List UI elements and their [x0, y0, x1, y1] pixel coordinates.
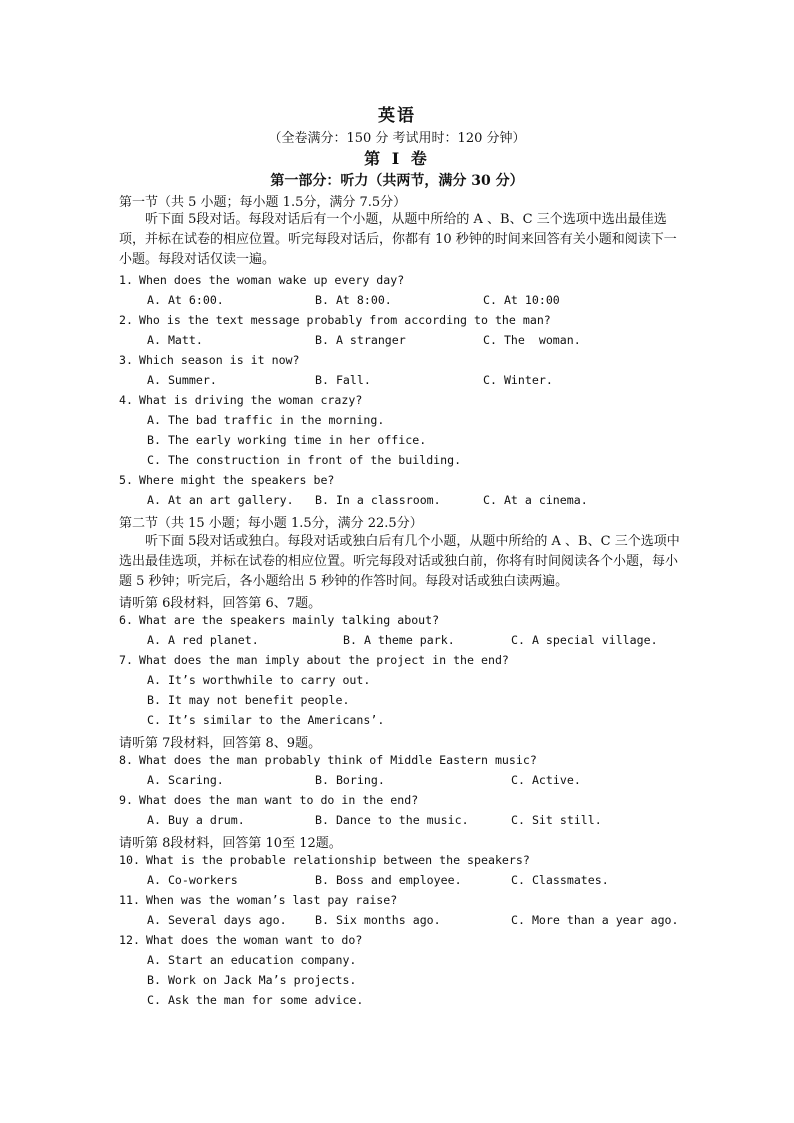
question-number: 3. [119, 353, 133, 367]
exam-subtitle: （全卷满分：150 分 考试用时：120 分钟） [268, 131, 526, 146]
option-7a: A. It’s worthwhile to carry out. [147, 673, 371, 687]
question-number: 5. [119, 473, 133, 487]
question-number: 2. [119, 313, 133, 327]
question-text: What is the probable relationship between the speakers? [145, 853, 530, 867]
option-12c: C. Ask the man for some advice. [147, 993, 364, 1007]
option-5b: B. In a classroom. [315, 493, 441, 507]
option-7b: B. It may not benefit people. [147, 693, 350, 707]
question-text: What are the speakers mainly talking about? [138, 613, 440, 627]
option-6c: C. A special village. [511, 633, 658, 647]
question-5 [119, 473, 334, 487]
question-number: 10. [119, 853, 140, 867]
option-8a: A. Scaring. [147, 773, 224, 787]
question-text: When does the woman wake up every day? [138, 273, 405, 287]
section2-instructions: 听下面 5段对话或独白。每段对话或独白后有几个小题，从题中所给的 A 、B、C 三个选项中选出最佳选项，并标在试卷的相应位置。听完每段对话或独白前，你将有时间阅读各个小题，每小题 5 秒钟；听完后，各小题给出 5 秒钟的作答时间。每段对话或独白读两遍。 [119, 534, 680, 589]
exam-title: 英语 [378, 106, 416, 126]
option-3c: C. Winter. [483, 373, 553, 387]
question-11 [119, 893, 397, 907]
question-number: 11. [119, 893, 140, 907]
question-text: Where might the speakers be? [138, 473, 335, 487]
option-9c: C. Sit still. [511, 813, 602, 827]
option-8c: C. Active. [511, 773, 581, 787]
question-text: What does the man imply about the project in the end? [138, 653, 509, 667]
option-12a: A. Start an education company. [147, 953, 357, 967]
question-text: When was the woman’s last pay raise? [145, 893, 398, 907]
question-text: What does the man probably think of Middle Eastern music? [138, 753, 537, 767]
option-5a: A. At an art gallery. [147, 493, 294, 507]
option-1b: B. At 8:00. [315, 293, 392, 307]
question-number: 4. [119, 393, 133, 407]
option-6a: A. A red planet. [147, 633, 259, 647]
option-1c: C. At 10:00 [483, 293, 560, 307]
option-11a: A. Several days ago. [147, 913, 287, 927]
option-8b: B. Boring. [315, 773, 385, 787]
option-1a: A. At 6:00. [147, 293, 224, 307]
option-4b: B. The early working time in her office. [147, 433, 427, 447]
option-10c: C. Classmates. [511, 873, 609, 887]
option-5c: C. At a cinema. [483, 493, 588, 507]
question-number: 6. [119, 613, 133, 627]
question-8 [119, 753, 537, 767]
question-text: What does the man want to do in the end? [138, 793, 419, 807]
question-9 [119, 793, 418, 807]
option-2a: A. Matt. [147, 333, 203, 347]
option-2b: B. A stranger [315, 333, 406, 347]
question-text: What does the woman want to do? [145, 933, 363, 947]
question-number: 1. [119, 273, 133, 287]
question-text: Who is the text message probably from according to the man? [138, 313, 551, 327]
option-4a: A. The bad traffic in the morning. [147, 413, 385, 427]
part-heading: 第一部分：听力（共两节，满分 30 分） [270, 173, 524, 189]
section1-heading: 第一节（共 5 小题；每小题 1.5分，满分 7.5分） [119, 195, 407, 210]
option-12b: B. Work on Jack Ma’s projects. [147, 973, 357, 987]
question-text: Which season is it now? [138, 353, 300, 367]
question-2 [119, 313, 551, 327]
question-number: 9. [119, 793, 133, 807]
question-number: 7. [119, 653, 133, 667]
question-3 [119, 353, 300, 367]
question-4 [119, 393, 362, 407]
question-12 [119, 933, 362, 947]
option-9b: B. Dance to the music. [315, 813, 469, 827]
question-6 [119, 613, 439, 627]
question-1 [119, 273, 404, 287]
option-11b: B. Six months ago. [315, 913, 441, 927]
option-10a: A. Co-workers [147, 873, 238, 887]
question-text: What is driving the woman crazy? [138, 393, 363, 407]
section1-instructions: 听下面 5段对话。每段对话后有一个小题，从题中所给的 A 、B、C 三个选项中选出最佳选项，并标在试卷的相应位置。听完每段对话后，你都有 10 秒钟的时间来回答有关小题和阅读下一小题。每段对话仅读一遍。 [119, 212, 677, 267]
material-6-note: 请听第 6段材料，回答第 6、7题。 [119, 596, 322, 611]
option-10b: B. Boss and employee. [315, 873, 462, 887]
question-7 [119, 653, 509, 667]
material-7-note: 请听第 7段材料，回答第 8、9题。 [119, 736, 322, 751]
question-number: 8. [119, 753, 133, 767]
option-2c: C. The woman. [483, 333, 581, 347]
section2-heading: 第二节（共 15 小题；每小题 1.5分，满分 22.5分） [119, 516, 423, 531]
option-3b: B. Fall. [315, 373, 371, 387]
option-11c: C. More than a year ago. [511, 913, 679, 927]
option-6b: B. A theme park. [343, 633, 455, 647]
option-3a: A. Summer. [147, 373, 217, 387]
material-8-note: 请听第 8段材料，回答第 10至 12题。 [119, 836, 342, 851]
option-9a: A. Buy a drum. [147, 813, 245, 827]
option-7c: C. It’s similar to the Americans’. [147, 713, 385, 727]
question-10 [119, 853, 530, 867]
option-4c: C. The construction in front of the building. [147, 453, 462, 467]
question-number: 12. [119, 933, 140, 947]
volume-heading: 第 Ⅰ 卷 [364, 149, 430, 168]
